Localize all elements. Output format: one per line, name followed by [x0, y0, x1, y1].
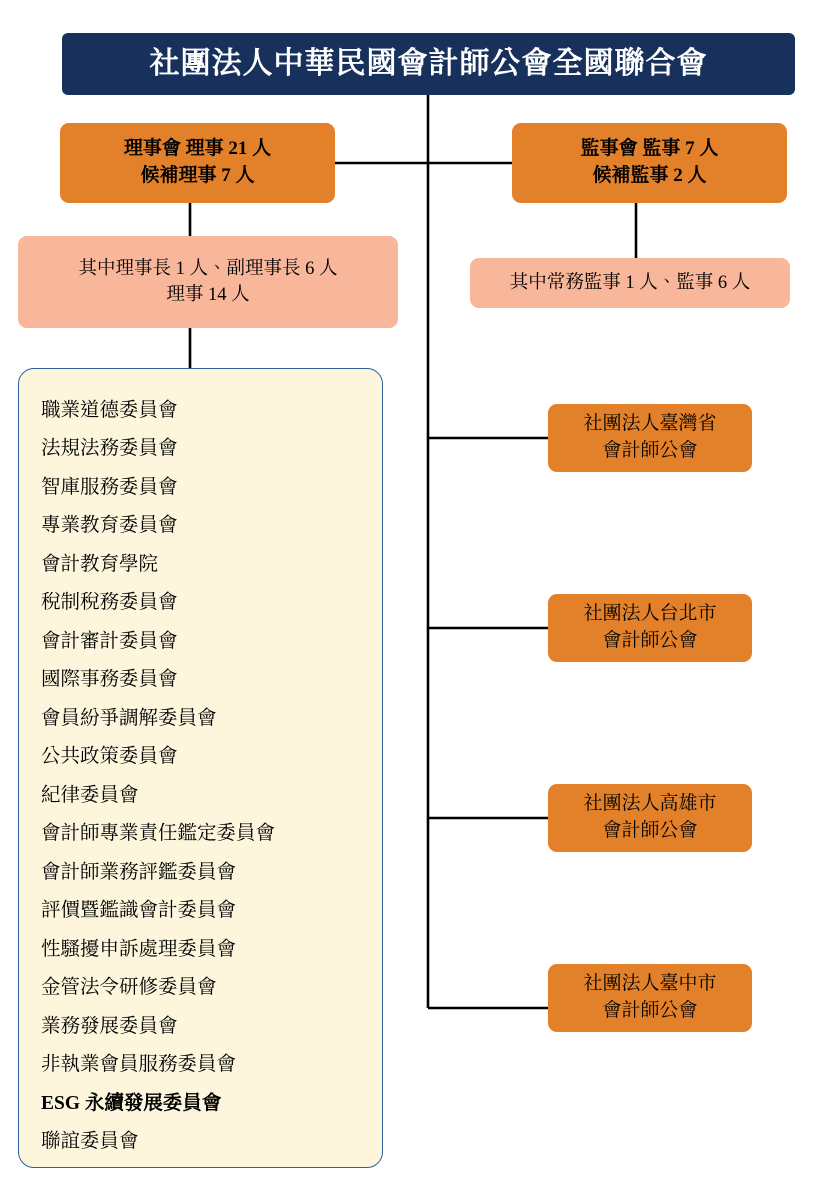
list-item — [41, 622, 382, 661]
node-board-of-supervisors — [512, 123, 787, 203]
node-board-line1: 理事會 理事 21 人 — [123, 138, 272, 160]
list-item — [41, 1007, 382, 1046]
committee-label: 智庫服務委員會 — [41, 476, 178, 498]
node-board-line2: 候補理事 7 人 — [140, 165, 255, 186]
list-item — [41, 430, 382, 469]
list-item — [41, 892, 382, 931]
list-item — [41, 391, 382, 430]
assoc-line2: 會計師公會 — [602, 1000, 698, 1021]
assoc-line2: 會計師公會 — [602, 820, 698, 841]
assoc-line2: 會計師公會 — [602, 630, 698, 651]
committee-label: 業務發展委員會 — [41, 1015, 178, 1037]
node-board-of-directors — [60, 123, 335, 203]
committee-label: 稅制稅務委員會 — [41, 592, 178, 613]
assoc-line1: 社團法人台北市 — [583, 603, 717, 625]
committee-label: 公共政策委員會 — [41, 746, 178, 767]
committee-label: 會計師業務評鑑委員會 — [41, 861, 237, 883]
node-national-federation — [62, 33, 795, 95]
committee-label: 性騷擾申訴處理委員會 — [41, 938, 237, 960]
committee-label: 評價暨鑑識會計委員會 — [41, 900, 237, 921]
node-kaohsiung-city-association — [548, 784, 752, 852]
list-item — [41, 776, 382, 815]
node-root-label: 社團法人中華民國會計師公會全國聯合會 — [149, 46, 708, 80]
committees-panel — [18, 368, 383, 1168]
list-item — [41, 468, 382, 507]
committee-label: 會員紛爭調解委員會 — [41, 707, 217, 729]
committee-label: 會計教育學院 — [41, 553, 159, 575]
committee-label: 非執業會員服務委員會 — [41, 1054, 237, 1075]
list-item — [41, 507, 382, 546]
list-item — [41, 699, 382, 738]
committee-label: 法規法務委員會 — [41, 438, 178, 459]
list-item — [41, 1123, 382, 1162]
node-supervisors-detail-line1: 其中常務監事 1 人、監事 6 人 — [509, 272, 751, 293]
list-item — [41, 815, 382, 854]
list-item — [41, 1084, 382, 1123]
assoc-line2: 會計師公會 — [602, 440, 698, 461]
committee-label: 會計師專業責任鑑定委員會 — [41, 823, 276, 844]
list-item — [41, 661, 382, 700]
node-supervisors-detail — [470, 258, 790, 308]
assoc-line1: 社團法人臺中市 — [583, 973, 717, 995]
committee-label: 專業教育委員會 — [41, 515, 178, 536]
list-item — [41, 969, 382, 1008]
committee-label: 會計審計委員會 — [41, 630, 178, 652]
list-item — [41, 853, 382, 892]
assoc-line1: 社團法人高雄市 — [583, 793, 717, 815]
list-item — [41, 545, 382, 584]
committee-label: 國際事務委員會 — [41, 669, 178, 690]
committee-label: ESG 永續發展委員會 — [41, 1092, 222, 1114]
node-taichung-city-association — [548, 964, 752, 1032]
list-item — [41, 738, 382, 777]
node-board-detail-line2: 理事 14 人 — [166, 285, 250, 305]
assoc-line1: 社團法人臺灣省 — [583, 413, 717, 435]
committee-label: 職業道德委員會 — [41, 399, 178, 421]
node-board-detail — [18, 236, 398, 328]
node-taipei-city-association — [548, 594, 752, 662]
committees-list — [41, 391, 382, 1161]
node-supervisors-line1: 監事會 監事 7 人 — [580, 138, 719, 160]
committee-label: 聯誼委員會 — [41, 1131, 139, 1152]
node-supervisors-line2: 候補監事 2 人 — [592, 165, 707, 186]
node-board-detail-line1: 其中理事長 1 人、副理事長 6 人 — [78, 258, 338, 279]
committee-label: 紀律委員會 — [41, 784, 139, 806]
committee-label: 金管法令研修委員會 — [41, 977, 217, 998]
list-item — [41, 584, 382, 623]
node-taiwan-province-association — [548, 404, 752, 472]
list-item — [41, 930, 382, 969]
list-item — [41, 1046, 382, 1085]
